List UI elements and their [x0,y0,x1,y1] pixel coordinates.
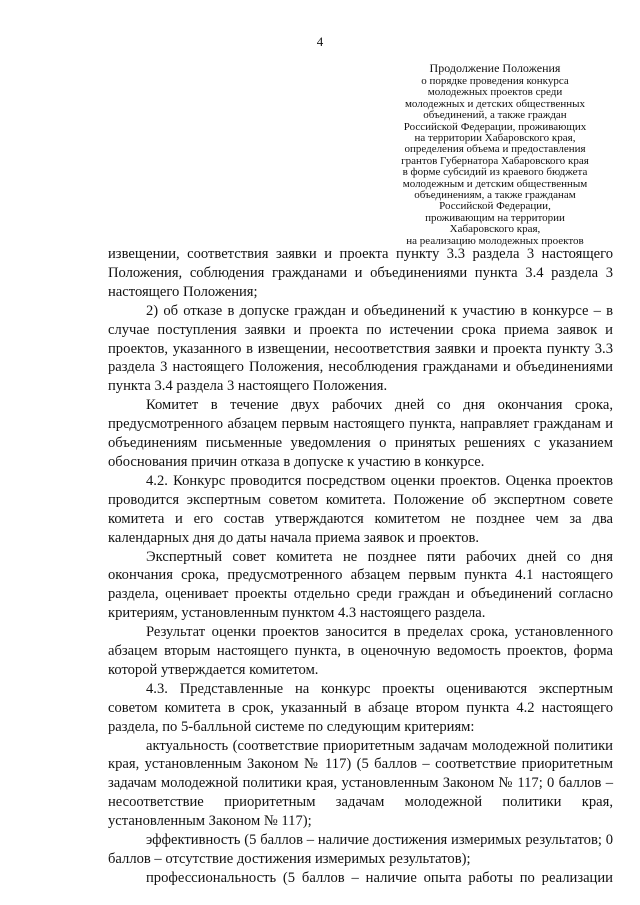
continuation-line: объединений, а также граждан [423,109,567,122]
continuation-line: молодежным и детским общественным [402,177,588,190]
paragraph: Комитет в течение двух рабочих дней со дня окончания срока, предусмотренного абзацем первым настоящего пункта, направляет гражданам и объединениям письменные уведомления о принятых решениях с указанием обоснования причин отказа в допуске к участию в конкурсе. [108,397,613,470]
paragraph: 4.2. Конкурс проводится посредством оценки проектов. Оценка проектов проводится экспертным советом комитета. Положение об экспертном совете комитета и его состав утверждаются комитетом не позднее чем за два календарных дня до даты начала приема заявок и проектов. [108,472,613,546]
paragraph: актуальность (соответствие приоритетным задачам молодежной политики края, установленным Законом № 117) (5 баллов – соответствие приоритетным задачам молодежной политики края, установленным Законом № 117; 0 баллов – несоответствие приоритетным задачам молодежной политики края, установленным Законом № 117); [108,737,613,830]
continuation-line: о порядке проведения конкурса [421,75,569,87]
continuation-line: в форме субсидий из краевого бюджета [402,166,588,179]
continuation-line: определения объема и предоставления [404,143,586,156]
continuation-line: молодежных проектов среди [427,86,563,99]
document-body [108,245,613,888]
continuation-line: молодежных и детских общественных [404,97,586,110]
paragraph: 2) об отказе в допуске граждан и объединений к участию в конкурсе – в случае поступления заявки и проекта по истечении срока приема заявок и проектов, указанного в извещении, несоответствия заявки и проекта пункту 3.3 раздела 3 настоящего Положения, несоблюдения гражданами и объединениями пункта 3.4 раздела 3 настоящего Положения. [108,302,613,395]
paragraph: эффективность (5 баллов – наличие достижения измеримых результатов; 0 баллов – отсутствие достижения измеримых результатов); [108,832,613,867]
continuation-line: объединениям, а также гражданам [414,189,576,202]
continuation-line: Российской Федерации, проживающих [403,120,587,133]
continuation-header [385,62,605,247]
continuation-title: Продолжение Положения [429,61,561,75]
paragraph: Экспертный совет комитета не позднее пяти рабочих дней со дня окончания срока, предусмотренного абзацем первым пункта 4.1 настоящего раздела, оценивает проекты отдельно среди граждан и объединений согласно критериям, установленным пунктом 4.3 настоящего раздела. [108,548,613,622]
continuation-line: на реализацию молодежных проектов [406,234,584,247]
page-number: 4 [316,34,324,49]
continuation-line: грантов Губернатора Хабаровского края [401,154,589,167]
continuation-line: проживающим на территории [425,211,565,224]
paragraph: 4.3. Представленные на конкурс проекты оцениваются экспертным советом комитета в срок, указанный в абзаце втором пункта 4.2 настоящего раздела, по 5-балльной системе по следующим критериям: [108,680,613,735]
continuation-line: Хабаровского края, [449,223,541,236]
continuation-line: на территории Хабаровского края, [414,132,576,145]
continuation-line: Российской Федерации, [439,200,551,213]
paragraph: извещении, соответствия заявки и проекта пункту 3.3 раздела 3 настоящего Положения, соблюдения гражданами и объединениями пункта 3.4 раздела 3 настоящего Положения; [108,246,613,300]
paragraph: профессиональность (5 баллов – наличие опыта работы по реализации [146,869,613,886]
paragraph: Результат оценки проектов заносится в пределах срока, установленного абзацем вторым настоящего пункта, в оценочную ведомость проектов, форма которой утверждается комитетом. [108,624,613,678]
